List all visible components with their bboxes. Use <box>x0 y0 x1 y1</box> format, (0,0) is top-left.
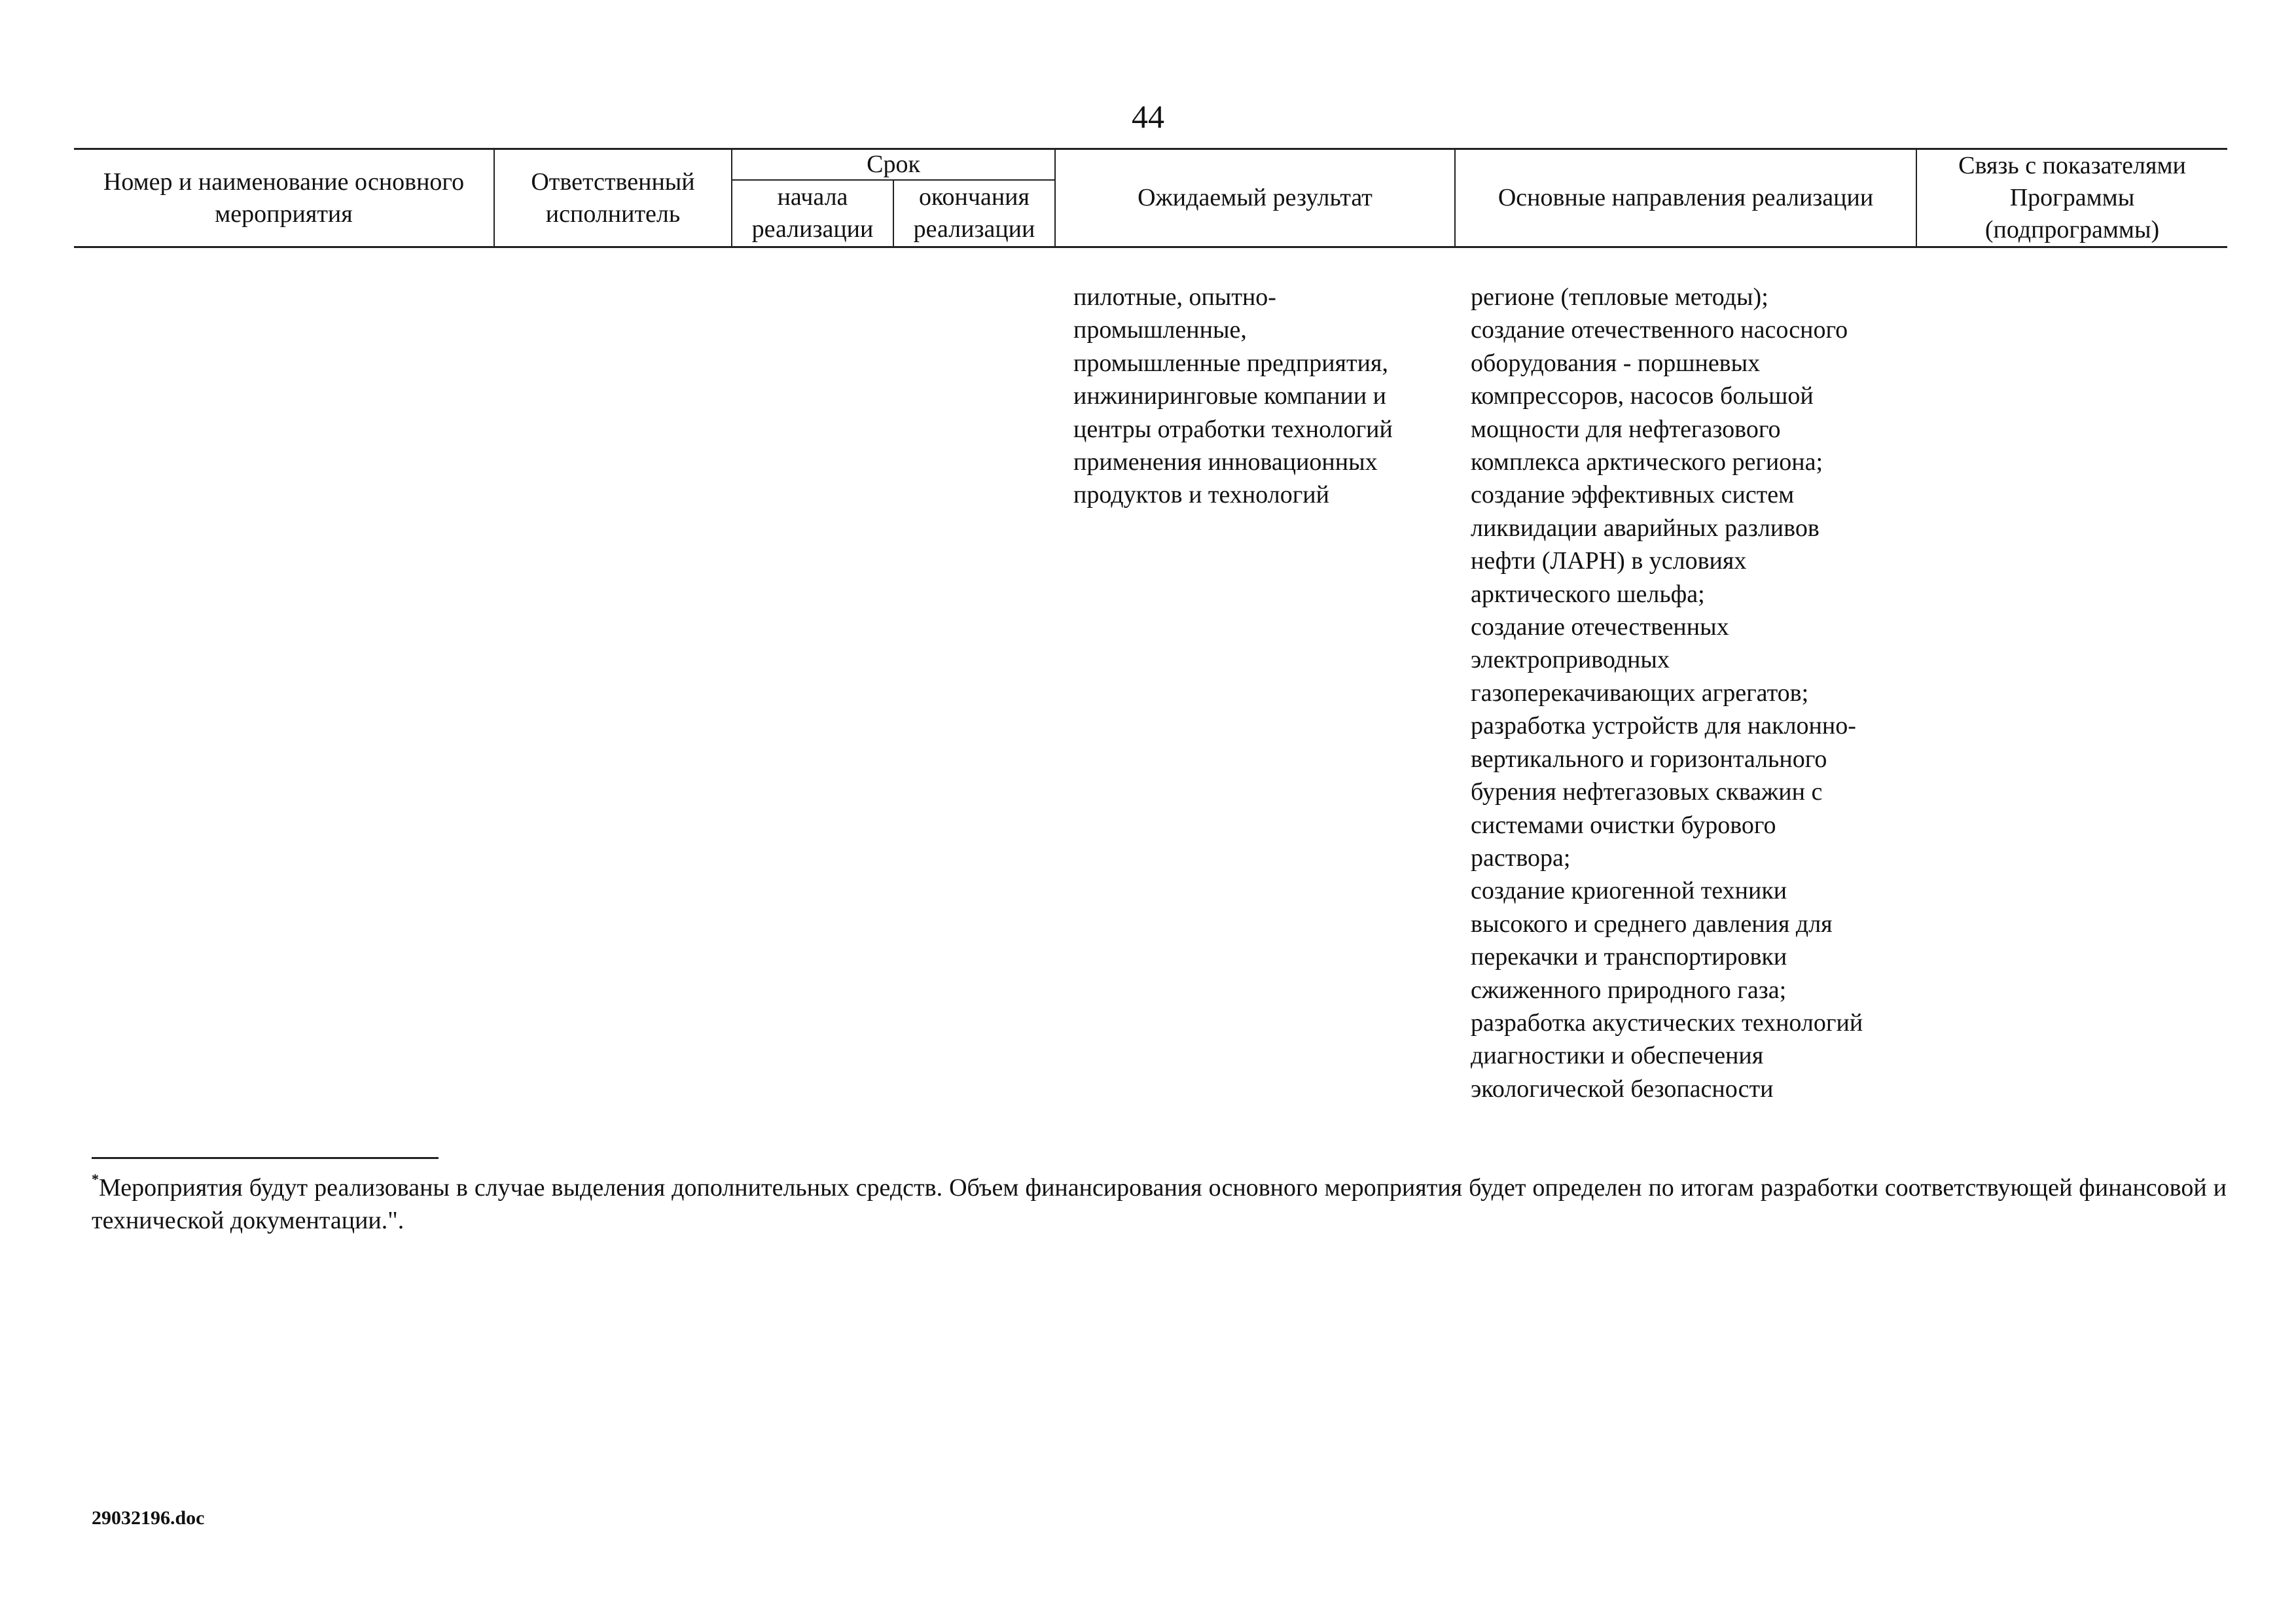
direction-line: создание эффективных систем <box>1471 481 1795 509</box>
direction-line: вертикального и горизонтального <box>1471 745 1827 773</box>
document-code: 29032196.doc <box>92 1507 205 1529</box>
direction-line: высокого и среднего давления для <box>1471 910 1833 938</box>
header-term: Срок <box>732 149 1055 180</box>
direction-line: перекачки и транспортировки <box>1471 943 1787 971</box>
direction-line: разработка устройств для наклонно- <box>1471 712 1856 740</box>
expected-result-line: промышленные, <box>1073 316 1247 344</box>
table-row <box>74 247 2227 1106</box>
direction-line: создание отечественных <box>1471 613 1729 641</box>
cell-term-start <box>732 247 893 1106</box>
header-expected-result: Ожидаемый результат <box>1055 149 1455 247</box>
direction-line: газоперекачивающих агрегатов; <box>1471 679 1809 707</box>
measures-table <box>74 148 2227 1105</box>
header-term-end: окончания реализации <box>893 180 1055 247</box>
expected-result-line: применения инновационных <box>1073 448 1378 476</box>
header-responsible: Ответственный исполнитель <box>494 149 732 247</box>
cell-directions <box>1455 247 1916 1106</box>
direction-line: арктического шельфа; <box>1471 580 1705 608</box>
footnote <box>92 1171 2227 1237</box>
direction-line: экологической безопасности <box>1471 1075 1774 1103</box>
expected-result-line: продуктов и технологий <box>1073 481 1329 509</box>
direction-line: электроприводных <box>1471 646 1670 674</box>
direction-line: комплекса арктического региона; <box>1471 448 1823 476</box>
cell-expected-result <box>1055 247 1455 1106</box>
cell-measure-name <box>74 247 494 1106</box>
direction-line: создание криогенной техники <box>1471 877 1787 905</box>
direction-line: оборудования - поршневых <box>1471 349 1761 377</box>
direction-line: мощности для нефтегазового <box>1471 415 1781 443</box>
direction-line: сжиженного природного газа; <box>1471 976 1787 1004</box>
direction-line: разработка акустических технологий <box>1471 1008 1863 1037</box>
footnote-mark: * <box>92 1171 99 1187</box>
direction-line: создание отечественного насосного <box>1471 316 1848 344</box>
expected-result-line: центры отработки технологий <box>1073 415 1393 443</box>
direction-line: бурения нефтегазовых скважин с <box>1471 778 1823 806</box>
header-indicators-link: Связь с показателями Программы (подпрограммы) <box>1916 149 2227 247</box>
direction-line: ликвидации аварийных разливов <box>1471 514 1820 542</box>
page-number: 44 <box>1132 98 1164 135</box>
direction-line: нефти (ЛАРН) в условиях <box>1471 547 1747 575</box>
direction-line: регионе (тепловые методы); <box>1471 283 1768 311</box>
cell-term-end <box>893 247 1055 1106</box>
footnote-text: Мероприятия будут реализованы в случае выделения дополнительных средств. Объем финансирования основного мероприятия будет определен по итогам разработки соответствующей финансовой и технической документации.". <box>92 1174 2227 1234</box>
direction-line: системами очистки бурового <box>1471 811 1776 839</box>
table-header <box>74 149 2227 247</box>
header-measure-name: Номер и наименование основного мероприятия <box>74 149 494 247</box>
cell-responsible <box>494 247 732 1106</box>
footnote-divider <box>92 1157 439 1159</box>
direction-line: компрессоров, насосов большой <box>1471 382 1814 410</box>
direction-line: раствора; <box>1471 844 1571 872</box>
direction-line: диагностики и обеспечения <box>1471 1042 1764 1070</box>
header-directions: Основные направления реализации <box>1455 149 1916 247</box>
header-term-start: начала реализации <box>732 180 893 247</box>
expected-result-line: инжиниринговые компании и <box>1073 382 1386 410</box>
expected-result-line: пилотные, опытно- <box>1073 283 1276 311</box>
cell-indicators-link <box>1916 247 2227 1106</box>
expected-result-line: промышленные предприятия, <box>1073 349 1388 377</box>
